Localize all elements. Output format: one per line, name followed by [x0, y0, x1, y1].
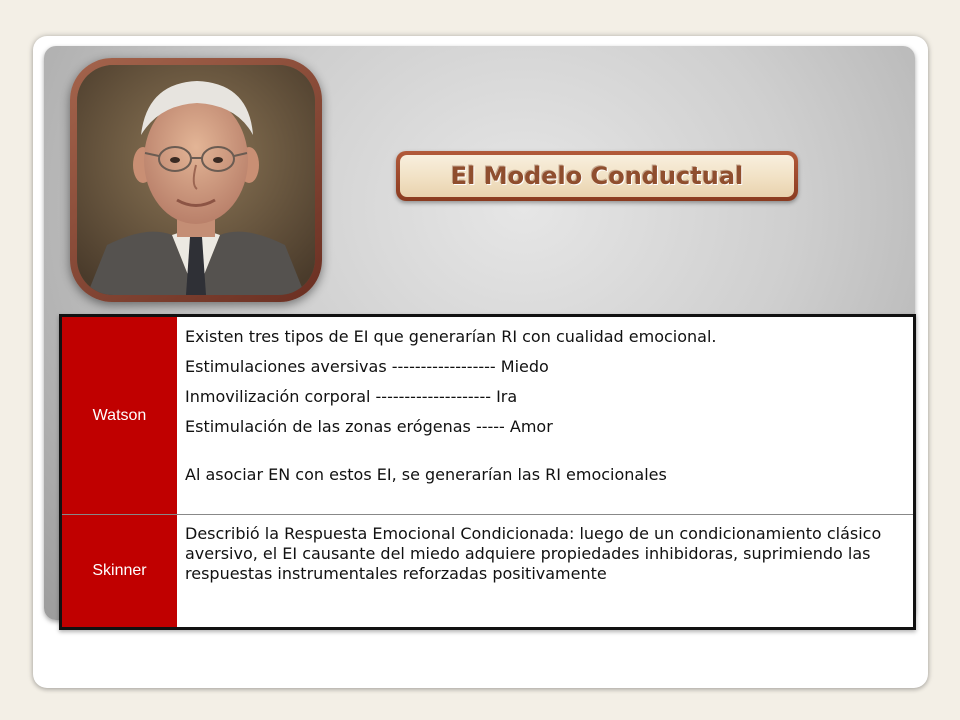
watson-line-1: Existen tres tipos de EI que generarían RI con cualidad emocional. [185, 327, 717, 346]
watson-line-3: Inmovilización corporal -------------------- Ira [185, 387, 518, 406]
slide-title: El Modelo Conductual [450, 162, 744, 190]
table-row-watson [61, 316, 915, 515]
watson-line-4: Estimulación de las zonas erógenas ----- Amor [185, 417, 553, 436]
content-table [59, 314, 916, 630]
watson-line-2: Estimulaciones aversivas ------------------ Miedo [185, 357, 549, 376]
author-cell-skinner: Skinner [61, 515, 178, 629]
portrait-frame [70, 58, 322, 302]
watson-line-5: Al asociar EN con estos EI, se generarían las RI emocionales [185, 465, 667, 484]
author-cell-watson: Watson [61, 316, 178, 515]
skinner-text: Describió la Respuesta Emocional Condicionada: luego de un condicionamiento clásico aversivo, el EI causante del miedo adquiere propiedades inhibidoras, suprimiendo las respuestas instrumentales reforzadas positivamente [185, 524, 882, 583]
title-banner-inner [400, 155, 794, 197]
portrait-photo [77, 65, 315, 295]
description-cell-watson [177, 316, 915, 515]
table-row-skinner [61, 515, 915, 629]
title-banner [396, 151, 798, 201]
description-cell-skinner [177, 515, 915, 629]
